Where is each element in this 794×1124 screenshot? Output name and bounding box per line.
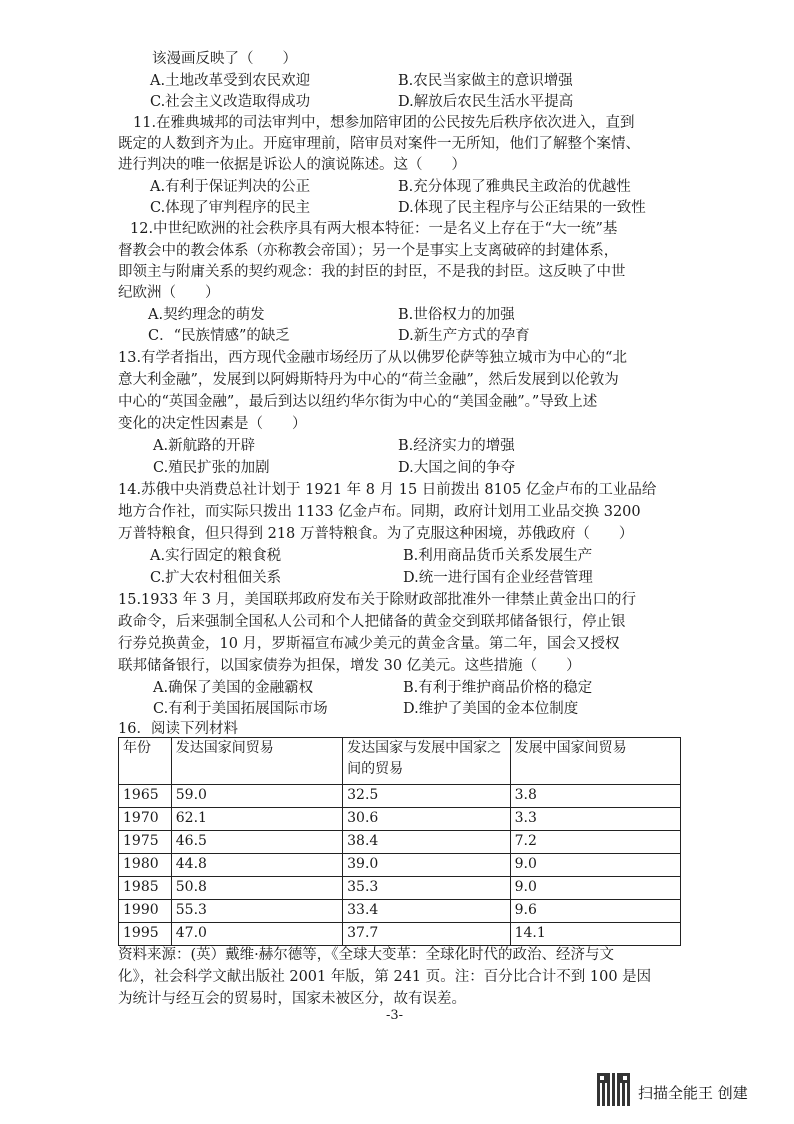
table-cell: 14.1 bbox=[510, 923, 680, 946]
table-cell: 1975 bbox=[119, 831, 172, 854]
qr-code-icon bbox=[597, 1073, 630, 1106]
text-line: 地方合作社，而实际只拨出 1133 亿金卢布。同期，政府计划用工业品交换 3200 bbox=[118, 504, 641, 520]
table-cell: 38.4 bbox=[343, 831, 510, 854]
option-right: D.统一进行国有企业经营管理 bbox=[403, 570, 593, 586]
text-line: 意大利金融”，发展到以阿姆斯特丹为中心的“荷兰金融”，然后发展到以伦敦为 bbox=[118, 372, 619, 388]
table-row bbox=[119, 877, 681, 900]
text-line: 行券兑换黄金，10 月，罗斯福宣布减少美元的黄金含量。第二年，国会又授权 bbox=[118, 636, 620, 652]
text-line: 13.有学者指出，西方现代金融市场经历了从以佛罗伦萨等独立城市为中心的“北 bbox=[118, 350, 627, 366]
text-line: 既定的人数到齐为止。开庭审理前，陪审员对案件一无所知，他们了解整个案情、 bbox=[118, 136, 640, 152]
text-line: A.实行固定的粮食税 bbox=[150, 548, 282, 564]
text-line: 进行判决的唯一依据是诉讼人的演说陈述。这（ ） bbox=[118, 157, 466, 173]
text-line: C.殖民扩张的加剧 bbox=[153, 460, 270, 476]
text-line: 11.在雅典城邦的司法审判中，想参加陪审团的公民按先后秩序依次进入，直到 bbox=[133, 115, 635, 131]
table-cell: 59.0 bbox=[171, 785, 342, 808]
table-cell: 1970 bbox=[119, 808, 172, 831]
option-right: B.世俗权力的加强 bbox=[398, 307, 515, 323]
table-cell: 7.2 bbox=[510, 831, 680, 854]
option-right: D.体现了民主程序与公正结果的一致性 bbox=[398, 200, 646, 216]
table-cell: 33.4 bbox=[343, 900, 510, 923]
text-line: 化》，社会科学文献出版社 2001 年版，第 241 页。注：百分比合计不到 100 是因 bbox=[118, 969, 652, 985]
text-line: C.扩大农村租佃关系 bbox=[150, 570, 282, 586]
option-right: B.有利于维护商品价格的稳定 bbox=[403, 680, 593, 696]
table-row bbox=[119, 808, 681, 831]
header-year: 年份 bbox=[119, 738, 172, 785]
table-cell: 1995 bbox=[119, 923, 172, 946]
option-right: D.维护了美国的金本位制度 bbox=[403, 701, 579, 717]
text-line: 变化的决定性因素是（ ） bbox=[118, 416, 307, 432]
text-line: A.有利于保证判决的公正 bbox=[150, 179, 311, 195]
text-line: 纪欧洲（ ） bbox=[118, 285, 220, 301]
table-row bbox=[119, 785, 681, 808]
table-cell: 50.8 bbox=[171, 877, 342, 900]
table-cell: 1990 bbox=[119, 900, 172, 923]
trade-data-table bbox=[118, 737, 681, 946]
table-cell: 9.6 bbox=[510, 900, 680, 923]
table-cell: 9.0 bbox=[510, 877, 680, 900]
table-cell: 1985 bbox=[119, 877, 172, 900]
table-cell: 3.8 bbox=[510, 785, 680, 808]
text-line: C.有利于美国拓展国际市场 bbox=[153, 701, 328, 717]
option-right: B.充分体现了雅典民主政治的优越性 bbox=[398, 179, 631, 195]
table-cell: 1980 bbox=[119, 854, 172, 877]
option-right: B.利用商品货币关系发展生产 bbox=[403, 548, 593, 564]
text-line: A.契约理念的萌发 bbox=[148, 307, 265, 323]
text-line: A.土地改革受到农民欢迎 bbox=[150, 73, 311, 89]
text-line: 督教会中的教会体系（亦称教会帝国）；另一个是事实上支离破碎的封建体系， bbox=[118, 243, 619, 259]
table-cell: 62.1 bbox=[171, 808, 342, 831]
text-line: 16．阅读下列材料 bbox=[118, 721, 238, 737]
header-developed-developing-trade: 发达国家与发展中国家之间的贸易 bbox=[343, 738, 510, 785]
text-line: A.新航路的开辟 bbox=[153, 438, 256, 454]
table-row bbox=[119, 854, 681, 877]
table-row bbox=[119, 923, 681, 946]
text-line: 15.1933 年 3 月，美国联邦政府发布关于除财政部批准外一律禁止黄金出口的行 bbox=[118, 592, 637, 608]
page-number: -3- bbox=[386, 1008, 404, 1023]
option-right: B.农民当家做主的意识增强 bbox=[398, 73, 573, 89]
text-line: 万普特粮食，但只得到 218 万普特粮食。为了克服这种困境，苏俄政府（ ） bbox=[118, 526, 634, 542]
scanner-watermark: 扫描全能王 创建 bbox=[638, 1084, 748, 1102]
option-right: D.新生产方式的孕育 bbox=[398, 328, 530, 344]
table-cell: 3.3 bbox=[510, 808, 680, 831]
table-cell: 35.3 bbox=[343, 877, 510, 900]
table-cell: 47.0 bbox=[171, 923, 342, 946]
text-line: C．“民族情感”的缺乏 bbox=[148, 328, 290, 344]
option-right: D.大国之间的争夺 bbox=[398, 460, 516, 476]
table-cell: 55.3 bbox=[171, 900, 342, 923]
text-line: 联邦储备银行，以国家债券为担保，增发 30 亿美元。这些措施（ ） bbox=[118, 658, 581, 674]
table-cell: 32.5 bbox=[343, 785, 510, 808]
option-right: D.解放后农民生活水平提高 bbox=[398, 94, 574, 110]
table-cell: 46.5 bbox=[171, 831, 342, 854]
text-line: A.确保了美国的金融霸权 bbox=[153, 680, 314, 696]
text-line: 14.苏俄中央消费总社计划于 1921 年 8 月 15 日前拨出 8105 亿金卢布的工业品给 bbox=[118, 482, 657, 498]
text-line: 政命令，后来强制全国私人公司和个人把储备的黄金交到联邦储备银行，停止银 bbox=[118, 614, 626, 630]
table-row bbox=[119, 900, 681, 923]
text-line: C.社会主义改造取得成功 bbox=[150, 94, 311, 110]
header-developing-trade: 发展中国家间贸易 bbox=[510, 738, 680, 785]
text-line: 12.中世纪欧洲的社会秩序具有两大根本特征：一是名义上存在于“大一统”基 bbox=[130, 221, 618, 237]
text-line: 中心的“英国金融”，最后到达以纽约华尔街为中心的“美国金融”。”导致上述 bbox=[118, 394, 598, 410]
table-cell: 30.6 bbox=[343, 808, 510, 831]
table-cell: 1965 bbox=[119, 785, 172, 808]
table-row bbox=[119, 831, 681, 854]
table-cell: 9.0 bbox=[510, 854, 680, 877]
text-line: 为统计与经互会的贸易时，国家未被区分，故有误差。 bbox=[118, 991, 466, 1007]
table-header-row bbox=[119, 738, 681, 785]
table-cell: 39.0 bbox=[343, 854, 510, 877]
text-line: 即领主与附庸关系的契约观念：我的封臣的封臣，不是我的封臣。这反映了中世 bbox=[118, 264, 626, 280]
option-right: B.经济实力的增强 bbox=[398, 438, 515, 454]
table-cell: 37.7 bbox=[343, 923, 510, 946]
header-developed-trade: 发达国家间贸易 bbox=[171, 738, 342, 785]
text-line: C.体现了审判程序的民主 bbox=[150, 200, 311, 216]
text-line: 资料来源：(英）戴维·赫尔德等，《全球大变革：全球化时代的政治、经济与文 bbox=[118, 947, 615, 963]
text-line: 该漫画反映了（ ） bbox=[152, 51, 297, 67]
table-cell: 44.8 bbox=[171, 854, 342, 877]
